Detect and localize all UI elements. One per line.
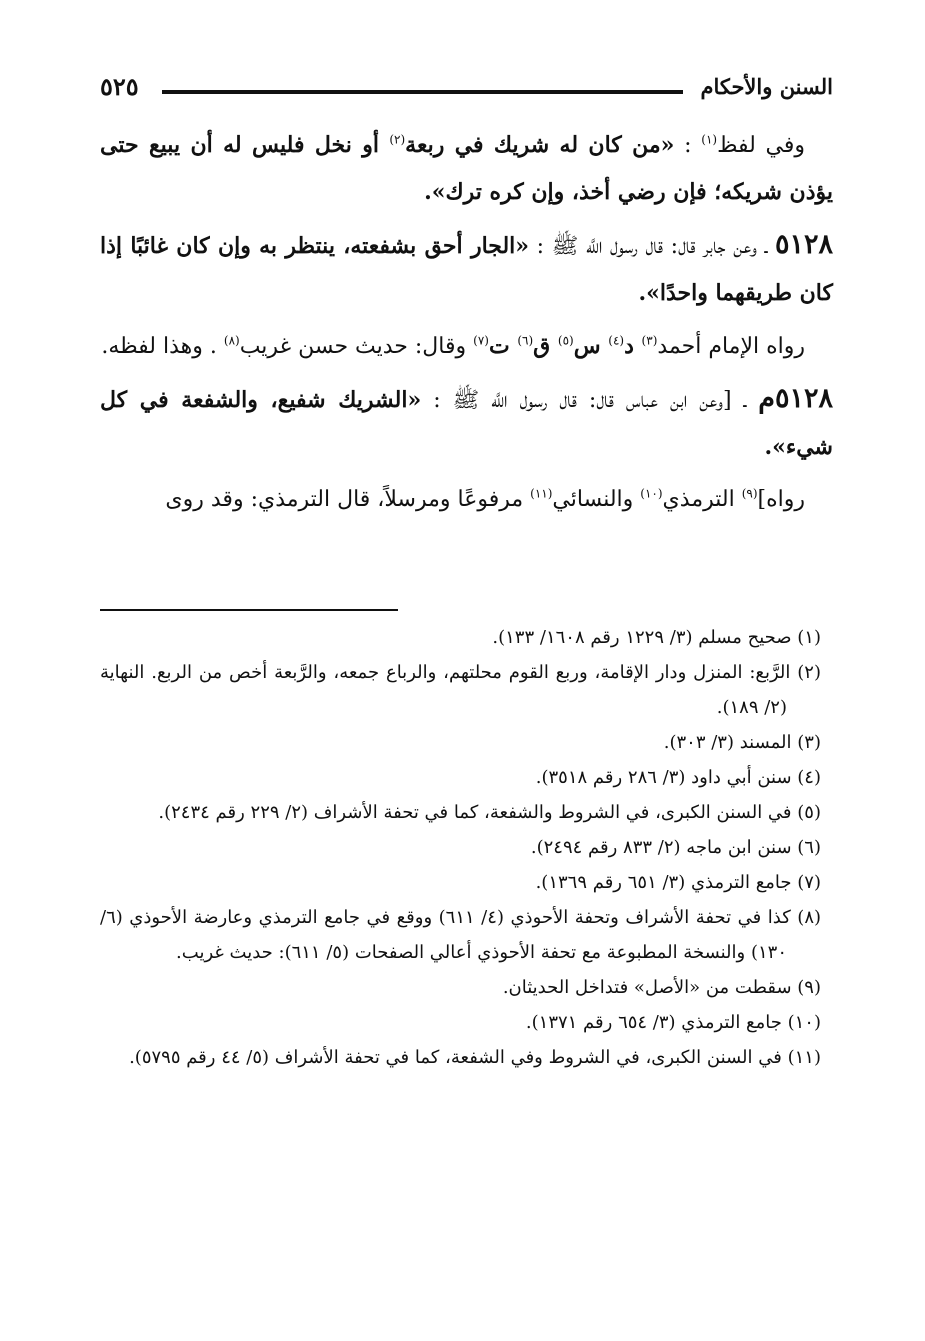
hadith-quote: «الجار أحق بشفعته، ينتظر به وإن كان غائبًا إذا كان طريقهما واحدًا». — [100, 233, 833, 306]
footnote: (١١) في السنن الكبرى، في الشروط وفي الشفعة، كما في تحفة الأشراف (٥/ ٤٤ رقم ٥٧٩٥). — [129, 1047, 821, 1068]
hadith-quote: «الشريك شفيع، والشفعة في كل شيء». — [100, 387, 833, 460]
hadith-5128m: ٥١٢٨م ـ [وعن ابن عباس قال: قال رسول اللَّه ﷺ : «الشريك شفيع، والشفعة في كل شيء». — [100, 383, 834, 460]
paragraph-lafz: وفي لفظ$^{(١)}$ : «من كان له شريك في ربعة$^{(٢)}$ أو نخل فليس له أن يبيع حتى يؤذن شريكه؛ فإن رضي أخذ، وإن كره ترك». — [100, 132, 833, 205]
running-title: السنن والأحكام — [700, 74, 833, 99]
hadith-5128: ٥١٢٨ ـ وعن جابر قال: قال رسول اللَّه ﷺ : «الجار أحق بشفعته، ينتظر به وإن كان غائبًا إذا كان طريقهما واحدًا». — [100, 229, 833, 306]
footnote: (٣) المسند (٣/ ٣٠٣). — [663, 732, 821, 753]
paragraph-last: رواه]$^{(٩)}$ الترمذي$^{(١٠)}$ والنسائي$^{(١١)}$ مرفوعًا ومرسلاً، قال الترمذي: وقد روى — [165, 486, 805, 512]
footnote-ref: (١١) — [530, 486, 553, 501]
page-header — [100, 70, 833, 110]
footnote-separator — [100, 609, 398, 611]
footnote: (٢) الرَّبع: المنزل ودار الإقامة، وربع القوم محلتهم، والرباع جمعه، والرَّبعة أخص من الربع. النهاية (٢/ ١٨٩). — [100, 662, 821, 718]
page-number: ٥٢٥ — [100, 72, 139, 101]
footnote: (١) صحيح مسلم (٣/ ١٢٢٩ رقم ١٦٠٨/ ١٣٣). — [492, 627, 821, 648]
footnote-ref: (٦) — [517, 333, 534, 348]
footnote-ref: (٩) — [741, 486, 758, 501]
hadith-quote: «من كان له شريك في ربعة — [405, 132, 675, 158]
footnote: (٤) سنن أبي داود (٣/ ٢٨٦ رقم ٣٥١٨). — [535, 767, 821, 788]
header-rule — [162, 90, 683, 94]
paragraph-rawah: رواه الإمام أحمد$^{(٣)}$ د$^{(٤)}$ س$^{(٥)}$ ق$^{(٦)}$ ت$^{(٧)}$ وقال: حديث حسن غريب$^{(٨)}$ . وهذا لفظه. — [101, 333, 805, 359]
hadith-quote: أو نخل فليس له أن يبيع حتى يؤذن شريكه؛ فإن رضي أخذ، وإن كره ترك». — [100, 132, 833, 205]
footnote: (٩) سقطت من «الأصل» فتداخل الحديثان. — [502, 977, 821, 998]
footnote-ref: (٤) — [608, 333, 625, 348]
footnote-ref: (٣) — [641, 333, 658, 348]
footnote-ref: (١٠) — [640, 486, 663, 501]
footnote-ref: (٨) — [223, 333, 240, 348]
footnote: (٧) جامع الترمذي (٣/ ٦٥١ رقم ١٣٦٩). — [535, 872, 821, 893]
footnote: (١٠) جامع الترمذي (٣/ ٦٥٤ رقم ١٣٧١). — [525, 1012, 821, 1033]
footnote-ref: (١) — [701, 132, 718, 147]
footnote-ref: (٧) — [473, 333, 489, 348]
footnotes — [100, 620, 821, 1075]
footnote: (٨) كذا في تحفة الأشراف وتحفة الأحوذي (٤/ ٦١١) ووقع في جامع الترمذي وعارضة الأحوذي (٦/ ١٣٠) والنسخة المطبوعة مع تحفة الأحوذي أعالي الصفحات (٥/ ٦١١): حديث غريب. — [100, 907, 822, 963]
footnote-ref: (٢) — [389, 132, 406, 147]
footnote: (٥) في السنن الكبرى، في الشروط والشفعة، كما في تحفة الأشراف (٢/ ٢٢٩ رقم ٢٤٣٤). — [158, 802, 821, 823]
hadith-number: ٥١٢٨ — [774, 229, 833, 260]
footnote: (٦) سنن ابن ماجه (٢/ ٨٣٣ رقم ٢٤٩٤). — [530, 837, 821, 858]
footnote-ref: (٥) — [557, 333, 574, 348]
main-text — [100, 122, 833, 529]
hadith-number: ٥١٢٨م — [758, 383, 834, 414]
